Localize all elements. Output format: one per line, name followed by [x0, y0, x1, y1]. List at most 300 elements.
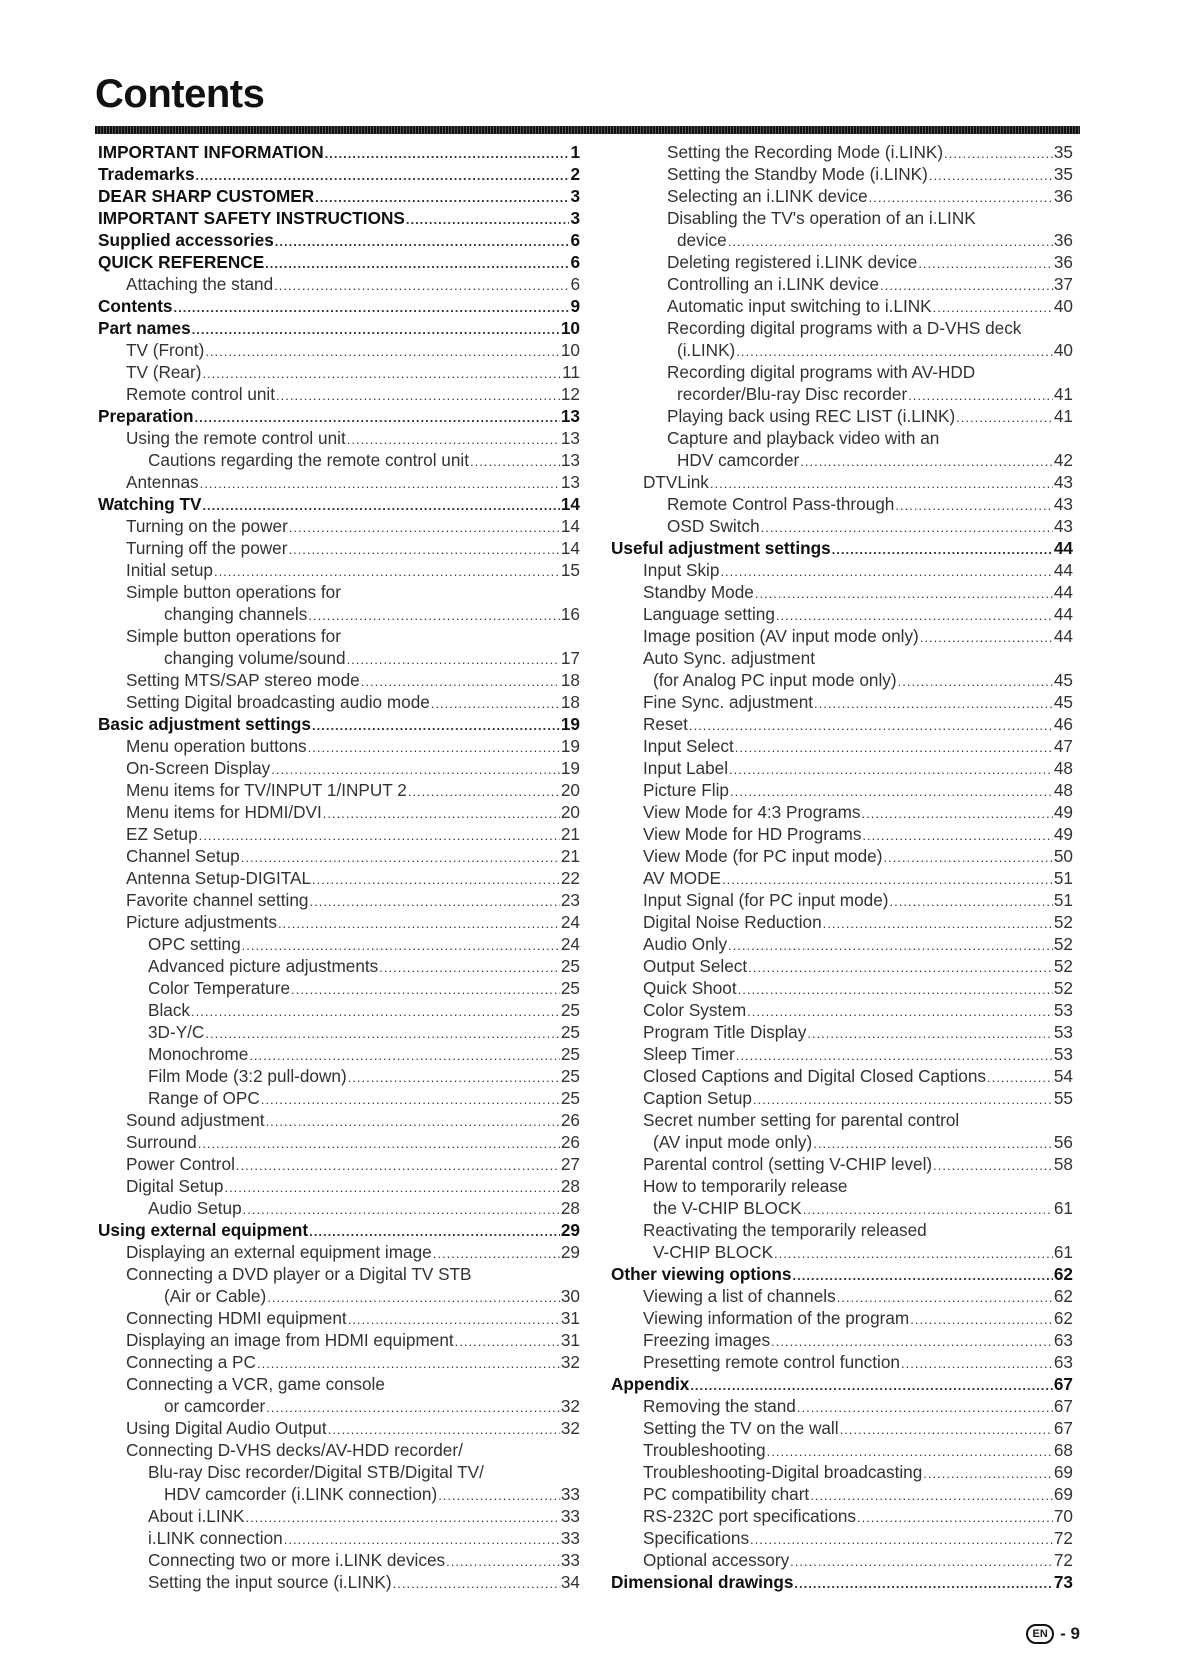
toc-entry-title: Standby Mode [643, 582, 754, 602]
toc-entry-title: Black [148, 1000, 191, 1020]
toc-entry[interactable] [98, 1109, 580, 1131]
toc-entry[interactable] [98, 999, 580, 1021]
toc-entry[interactable] [98, 977, 580, 999]
toc-entry-title: View Mode for 4:3 Programs [643, 802, 861, 822]
toc-section-entry[interactable] [98, 185, 580, 207]
toc-entry[interactable] [98, 757, 580, 779]
leader-dots [191, 1001, 560, 1023]
toc-entry[interactable] [611, 889, 1073, 911]
toc-entry[interactable] [98, 361, 580, 383]
toc-entry-title: Input Label [643, 758, 729, 778]
toc-entry-page: 12 [560, 384, 580, 404]
toc-entry-page: 50 [1053, 846, 1073, 866]
toc-entry-title: Trademarks [98, 164, 195, 184]
toc-entry-page: 25 [560, 1044, 580, 1064]
toc-section-entry[interactable] [98, 317, 580, 339]
toc-entry-title: Parental control (setting V-CHIP level) [643, 1154, 933, 1174]
toc-entry[interactable] [98, 867, 580, 889]
toc-entry-title: Range of OPC [148, 1088, 260, 1108]
toc-entry[interactable] [611, 1241, 1073, 1263]
toc-entry-page: 17 [560, 648, 580, 668]
leader-dots [862, 825, 1052, 847]
toc-entry-title: Menu items for HDMI/DVI [126, 802, 322, 822]
toc-entry-page: 25 [560, 1022, 580, 1042]
toc-entry[interactable] [98, 537, 580, 559]
toc-entry[interactable] [611, 1483, 1073, 1505]
toc-entry[interactable] [611, 735, 1073, 757]
toc-entry[interactable] [98, 449, 580, 471]
toc-entry-page: 49 [1053, 802, 1073, 822]
leader-dots [908, 385, 1053, 407]
leader-dots [408, 781, 560, 803]
toc-entry-page: 48 [1053, 780, 1073, 800]
toc-entry-page: 13 [560, 450, 580, 470]
toc-entry[interactable] [611, 251, 1073, 273]
toc-entry[interactable] [611, 493, 1073, 515]
toc-section-entry[interactable] [611, 1571, 1073, 1593]
leader-dots [823, 913, 1053, 935]
toc-entry[interactable] [98, 1307, 580, 1329]
toc-entry-title: Part names [98, 318, 191, 338]
toc-entry-page: 27 [560, 1154, 580, 1174]
toc-entry[interactable] [611, 691, 1073, 713]
leader-dots [710, 473, 1053, 495]
leader-dots [918, 253, 1053, 275]
toc-entry[interactable] [98, 1329, 580, 1351]
toc-entry[interactable] [98, 1241, 580, 1263]
toc-entry-title: (AV input mode only) [653, 1132, 813, 1152]
toc-entry[interactable] [611, 1461, 1073, 1483]
toc-entry[interactable] [611, 1285, 1073, 1307]
toc-entry[interactable] [611, 999, 1073, 1021]
leader-dots [312, 869, 560, 891]
toc-entry[interactable] [98, 339, 580, 361]
toc-entry[interactable] [611, 1439, 1073, 1461]
leader-dots [438, 1485, 560, 1507]
toc-entry-page: 10 [560, 340, 580, 360]
toc-entry-title: Menu operation buttons [126, 736, 307, 756]
toc-entry[interactable] [611, 1505, 1073, 1527]
toc-entry-page: 37 [1053, 274, 1073, 294]
leader-dots [347, 429, 560, 451]
leader-dots [347, 649, 560, 671]
toc-entry-title: Setting MTS/SAP stereo mode [126, 670, 360, 690]
toc-entry-page: 19 [560, 758, 580, 778]
leader-dots [720, 561, 1052, 583]
toc-entry[interactable] [98, 735, 580, 757]
toc-entry-page: 25 [560, 978, 580, 998]
toc-entry-title: Turning off the power [126, 538, 288, 558]
leader-dots [214, 561, 560, 583]
toc-section-entry[interactable] [611, 1373, 1073, 1395]
toc-entry-page: 52 [1053, 978, 1073, 998]
leader-dots [274, 275, 569, 297]
toc-entry[interactable] [611, 515, 1073, 537]
toc-entry[interactable] [611, 1307, 1073, 1329]
toc-entry-page: 25 [560, 1088, 580, 1108]
leader-dots [195, 407, 560, 429]
leader-dots [771, 1331, 1053, 1353]
toc-entry-page: 16 [560, 604, 580, 624]
toc-entry-page: 20 [560, 802, 580, 822]
toc-entry-page: 55 [1053, 1088, 1073, 1108]
toc-entry-title: Remote control unit [126, 384, 276, 404]
leader-dots [800, 451, 1053, 473]
toc-entry-title: Troubleshooting [643, 1440, 766, 1460]
toc-entry[interactable] [98, 1131, 580, 1153]
leader-dots [956, 407, 1053, 429]
toc-entry-page: 36 [1053, 186, 1073, 206]
toc-section-entry[interactable] [98, 713, 580, 735]
leader-dots [249, 1045, 560, 1067]
leader-dots [265, 253, 569, 275]
toc-entry-page: 52 [1053, 934, 1073, 954]
toc-entry-page: 34 [560, 1572, 580, 1592]
leader-dots [797, 1397, 1053, 1419]
toc-entry[interactable] [98, 1395, 580, 1417]
toc-entry[interactable] [611, 1549, 1073, 1571]
toc-entry-page: 62 [1053, 1286, 1073, 1306]
toc-entry[interactable] [98, 1527, 580, 1549]
toc-entry[interactable] [611, 1329, 1073, 1351]
leader-dots [266, 1111, 560, 1133]
leader-dots [199, 825, 560, 847]
toc-continued-line: Capture and playback video with an [667, 428, 940, 448]
toc-entry-title: OPC setting [148, 934, 241, 954]
leader-dots [242, 935, 560, 957]
toc-entry-title: TV (Front) [126, 340, 205, 360]
toc-entry[interactable] [611, 603, 1073, 625]
toc-entry[interactable] [98, 1571, 580, 1593]
toc-entry-title: Audio Setup [148, 1198, 242, 1218]
toc-entry-title: DEAR SHARP CUSTOMER [98, 186, 315, 206]
toc-section-entry[interactable] [98, 251, 580, 273]
toc-entry-title: i.LINK connection [148, 1528, 283, 1548]
toc-entry[interactable] [98, 845, 580, 867]
toc-entry[interactable] [611, 295, 1073, 317]
leader-dots [792, 1265, 1052, 1287]
toc-section-entry[interactable] [98, 1219, 580, 1241]
toc-entry-title: QUICK REFERENCE [98, 252, 265, 272]
toc-entry[interactable] [611, 625, 1073, 647]
toc-entry[interactable] [98, 1483, 580, 1505]
toc-entry[interactable] [611, 911, 1073, 933]
toc-entry[interactable] [611, 383, 1073, 405]
toc-entry-page: 63 [1053, 1352, 1073, 1372]
toc-entry-page: 2 [570, 164, 580, 184]
toc-entry[interactable] [98, 801, 580, 823]
toc-entry[interactable] [98, 471, 580, 493]
toc-entry[interactable] [611, 779, 1073, 801]
toc-entry-title: Viewing a list of channels [643, 1286, 836, 1306]
leader-dots [689, 715, 1053, 737]
toc-section-entry[interactable] [98, 141, 580, 163]
toc-entry[interactable] [611, 1395, 1073, 1417]
toc-entry[interactable] [98, 515, 580, 537]
toc-entry-title: Using the remote control unit [126, 428, 346, 448]
toc-entry[interactable] [611, 229, 1073, 251]
leader-dots [308, 737, 560, 759]
toc-entry-page: 54 [1053, 1066, 1073, 1086]
toc-entry-title: Film Mode (3:2 pull-down) [148, 1066, 347, 1086]
toc-entry[interactable] [611, 1351, 1073, 1373]
page-number-text: - 9 [1060, 1624, 1080, 1643]
toc-entry-page: 6 [570, 252, 580, 272]
toc-section-entry[interactable] [611, 1263, 1073, 1285]
toc-entry[interactable] [611, 1065, 1073, 1087]
toc-entry-title: Viewing information of the program [643, 1308, 910, 1328]
leader-dots [890, 891, 1053, 913]
leader-dots [929, 165, 1053, 187]
toc-entry[interactable] [611, 581, 1073, 603]
toc-entry-page: 41 [1053, 406, 1073, 426]
toc-entry[interactable] [611, 1417, 1073, 1439]
toc-entry-title: Using external equipment [98, 1220, 309, 1240]
toc-entry[interactable] [98, 955, 580, 977]
toc-section-entry[interactable] [98, 207, 580, 229]
toc-entry[interactable] [611, 273, 1073, 295]
toc-entry[interactable] [98, 383, 580, 405]
leader-dots [736, 341, 1053, 363]
toc-entry-page: 13 [560, 428, 580, 448]
leader-dots [690, 1375, 1053, 1397]
toc-entry-page: 58 [1053, 1154, 1073, 1174]
toc-entry-title: IMPORTANT SAFETY INSTRUCTIONS [98, 208, 405, 228]
toc-entry[interactable] [611, 163, 1073, 185]
toc-entry[interactable] [611, 559, 1073, 581]
leader-dots [933, 297, 1053, 319]
toc-entry-page: 6 [570, 274, 580, 294]
toc-continued-line: Connecting D-VHS decks/AV-HDD recorder/ [126, 1440, 463, 1460]
leader-dots [923, 1463, 1053, 1485]
toc-entry-page: 25 [560, 1066, 580, 1086]
toc-entry-page: 25 [560, 956, 580, 976]
toc-entry-page: 14 [560, 494, 580, 514]
leader-dots [173, 297, 569, 319]
toc-entry[interactable] [611, 141, 1073, 163]
toc-entry[interactable] [611, 185, 1073, 207]
toc-entry[interactable] [98, 647, 580, 669]
toc-entry[interactable] [98, 823, 580, 845]
toc-entry-page: 18 [560, 670, 580, 690]
leader-dots [446, 1551, 560, 1573]
leader-dots [241, 847, 560, 869]
toc-entry[interactable] [98, 1351, 580, 1373]
toc-entry-title: Digital Setup [126, 1176, 224, 1196]
toc-entry-title: Setting the Standby Mode (i.LINK) [667, 164, 928, 184]
toc-entry-title: Antenna Setup-DIGITAL [126, 868, 312, 888]
toc-entry[interactable] [98, 1021, 580, 1043]
toc-entry-page: 11 [562, 362, 580, 382]
toc-entry-page: 53 [1053, 1000, 1073, 1020]
toc-entry[interactable] [611, 1021, 1073, 1043]
toc-entry[interactable] [98, 779, 580, 801]
leader-dots [767, 1441, 1053, 1463]
toc-entry-page: 13 [560, 472, 580, 492]
toc-entry-page: 45 [1053, 692, 1073, 712]
toc-entry[interactable] [611, 1043, 1073, 1065]
toc-entry[interactable] [611, 1087, 1073, 1109]
leader-dots [730, 781, 1053, 803]
leader-dots [224, 1177, 559, 1199]
leader-dots [196, 165, 570, 187]
toc-entry[interactable] [98, 559, 580, 581]
toc-entry-title: Reset [643, 714, 688, 734]
toc-entry-page: 10 [560, 318, 580, 338]
toc-entry-page: 40 [1053, 296, 1073, 316]
toc-entry[interactable] [611, 449, 1073, 471]
toc-entry[interactable] [98, 933, 580, 955]
toc-entry-page: 46 [1053, 714, 1073, 734]
leader-dots [728, 935, 1053, 957]
toc-entry[interactable] [611, 823, 1073, 845]
toc-entry-title: View Mode for HD Programs [643, 824, 862, 844]
toc-entry[interactable] [98, 273, 580, 295]
toc-right-column [611, 141, 1073, 1593]
leader-dots [807, 1023, 1053, 1045]
toc-entry-page: 9 [570, 296, 580, 316]
toc-entry[interactable] [98, 1153, 580, 1175]
toc-entry-title: IMPORTANT INFORMATION [98, 142, 324, 162]
toc-entry-title: Input Signal (for PC input mode) [643, 890, 889, 910]
toc-entry[interactable] [98, 1197, 580, 1219]
toc-entry-page: 14 [560, 538, 580, 558]
toc-entry-page: 72 [1053, 1528, 1073, 1548]
toc-entry[interactable] [98, 427, 580, 449]
leader-dots [257, 1353, 560, 1375]
toc-entry[interactable] [98, 1417, 580, 1439]
leader-dots [895, 495, 1053, 517]
toc-entry-title: OSD Switch [667, 516, 760, 536]
toc-entry-page: 62 [1053, 1264, 1073, 1284]
toc-entry[interactable] [98, 1285, 580, 1307]
toc-entry[interactable] [98, 911, 580, 933]
toc-entry-title: View Mode (for PC input mode) [643, 846, 883, 866]
leader-dots [315, 187, 569, 209]
page-number [1026, 1624, 1080, 1644]
toc-entry-page: 22 [560, 868, 580, 888]
toc-entry-page: 53 [1053, 1044, 1073, 1064]
toc-entry[interactable] [611, 1153, 1073, 1175]
leader-dots [361, 671, 560, 693]
leader-dots [202, 495, 559, 517]
toc-entry[interactable] [98, 1175, 580, 1197]
toc-entry-page: 44 [1053, 538, 1073, 558]
toc-section-entry[interactable] [98, 163, 580, 185]
toc-entry[interactable] [98, 691, 580, 713]
leader-dots [470, 451, 560, 473]
toc-section-entry[interactable] [98, 405, 580, 427]
toc-entry-title: Setting the input source (i.LINK) [148, 1572, 392, 1592]
toc-entry-title: Optional accessory [643, 1550, 790, 1570]
toc-continued-line: Reactivating the temporarily released [643, 1220, 927, 1240]
toc-entry-title: Program Title Display [643, 1022, 807, 1042]
toc-entry-title: Displaying an external equipment image [126, 1242, 432, 1262]
toc-entry[interactable] [611, 757, 1073, 779]
toc-entry-page: 32 [560, 1418, 580, 1438]
toc-section-entry[interactable] [98, 229, 580, 251]
toc-entry[interactable] [611, 339, 1073, 361]
leader-dots [246, 1507, 560, 1529]
toc-entry[interactable] [611, 845, 1073, 867]
toc-left-column [98, 141, 580, 1593]
leader-dots [862, 803, 1053, 825]
toc-entry[interactable] [611, 471, 1073, 493]
leader-dots [761, 517, 1053, 539]
toc-entry[interactable] [98, 889, 580, 911]
toc-entry[interactable] [98, 1549, 580, 1571]
toc-section-entry[interactable] [611, 537, 1073, 559]
toc-entry-page: 36 [1053, 252, 1073, 272]
toc-entry-page: 18 [560, 692, 580, 712]
toc-entry-title: Setting Digital broadcasting audio mode [126, 692, 430, 712]
leader-dots [814, 693, 1053, 715]
toc-entry[interactable] [98, 1087, 580, 1109]
leader-dots [776, 605, 1053, 627]
toc-continued-line: Recording digital programs with a D-VHS deck [667, 318, 1022, 338]
toc-entry[interactable] [98, 669, 580, 691]
toc-entry[interactable] [611, 867, 1073, 889]
leader-dots [275, 231, 570, 253]
toc-entry[interactable] [98, 1065, 580, 1087]
toc-entry[interactable] [611, 955, 1073, 977]
toc-entry[interactable] [611, 405, 1073, 427]
toc-entry-title: Connecting two or more i.LINK devices [148, 1550, 446, 1570]
toc-section-entry[interactable] [98, 295, 580, 317]
toc-entry-page: 14 [560, 516, 580, 536]
leader-dots [271, 759, 560, 781]
toc-entry-page: 31 [560, 1308, 580, 1328]
leader-dots [840, 1419, 1053, 1441]
leader-dots [202, 363, 561, 385]
toc-entry-page: 6 [570, 230, 580, 250]
toc-entry-page: 35 [1053, 164, 1073, 184]
toc-entry[interactable] [98, 603, 580, 625]
toc-entry-page: 69 [1053, 1484, 1073, 1504]
toc-entry[interactable] [611, 669, 1073, 691]
toc-entry[interactable] [98, 1043, 580, 1065]
toc-entry[interactable] [611, 801, 1073, 823]
leader-dots [748, 957, 1053, 979]
leader-dots [901, 1353, 1053, 1375]
toc-entry-title: HDV camcorder [677, 450, 800, 470]
toc-entry[interactable] [611, 1197, 1073, 1219]
toc-entry-title: 3D-Y/C [148, 1022, 205, 1042]
leader-dots [289, 517, 560, 539]
toc-entry-title: Automatic input switching to i.LINK [667, 296, 932, 316]
toc-entry[interactable] [98, 1505, 580, 1527]
toc-section-entry[interactable] [98, 493, 580, 515]
toc-entry[interactable] [611, 1131, 1073, 1153]
toc-entry-title: Color System [643, 1000, 747, 1020]
toc-entry-page: 26 [560, 1132, 580, 1152]
toc-entry[interactable] [611, 933, 1073, 955]
toc-entry-title: device [677, 230, 727, 250]
toc-entry-page: 44 [1053, 604, 1073, 624]
leader-dots [431, 693, 560, 715]
toc-entry-title: EZ Setup [126, 824, 198, 844]
toc-entry[interactable] [611, 977, 1073, 999]
toc-entry-title: Using Digital Audio Output [126, 1418, 327, 1438]
leader-dots [198, 1133, 560, 1155]
toc-entry-page: 3 [570, 208, 580, 228]
toc-entry-title: Setting the Recording Mode (i.LINK) [667, 142, 944, 162]
toc-continued-line: Connecting a VCR, game console [126, 1374, 385, 1394]
toc-entry[interactable] [611, 1527, 1073, 1549]
toc-entry[interactable] [611, 713, 1073, 735]
leader-dots [987, 1067, 1053, 1089]
toc-entry-page: 45 [1053, 670, 1073, 690]
